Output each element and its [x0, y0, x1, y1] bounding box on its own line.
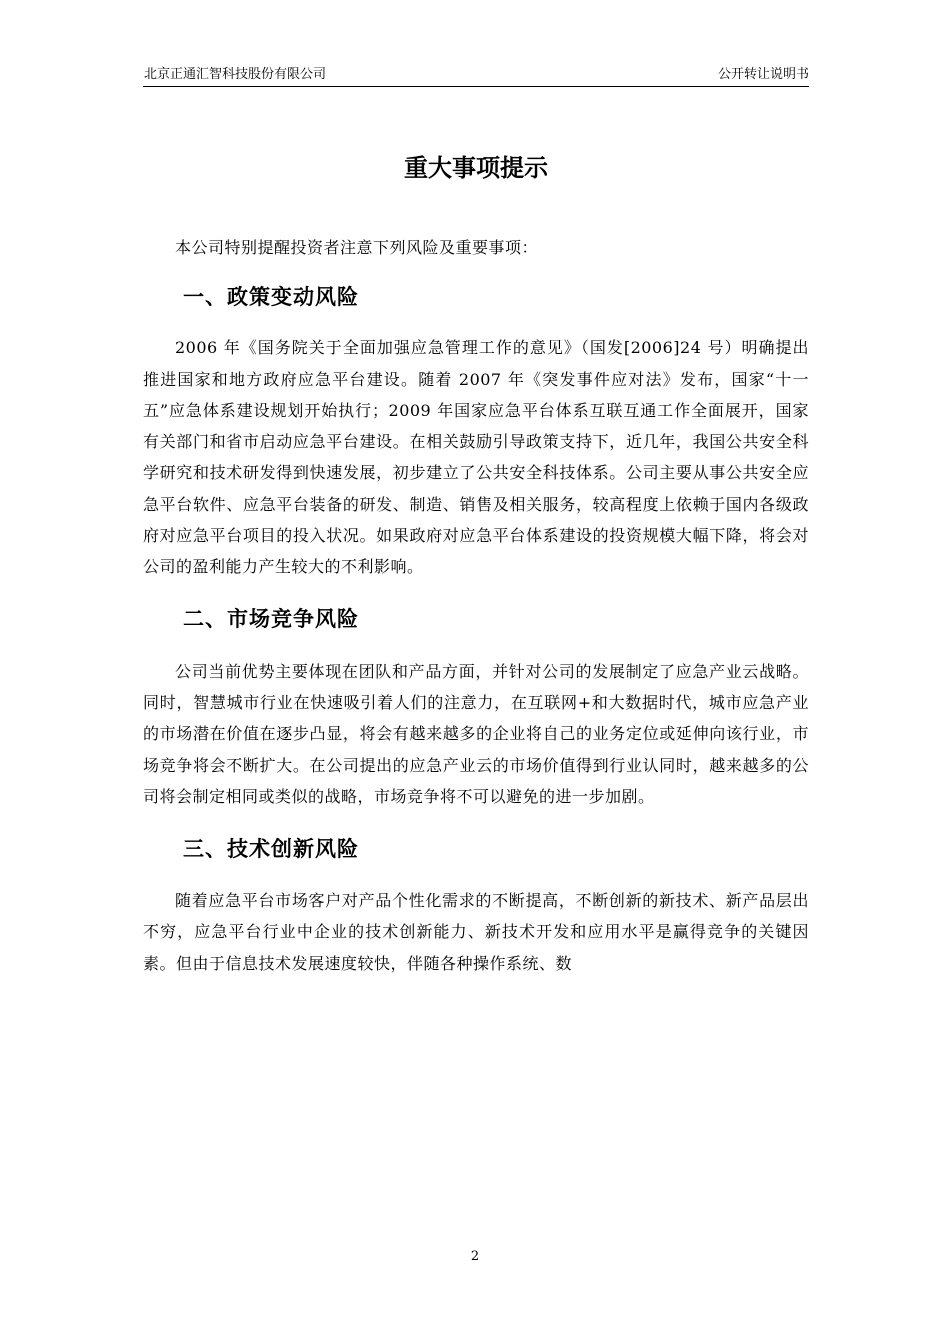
header-company-name: 北京正通汇智科技股份有限公司: [144, 67, 327, 82]
page-number: 2: [470, 1249, 480, 1264]
section-text-tech-risk: 随着应急平台市场客户对产品个性化需求的不断提高，不断创新的新技术、新产品层出不穷，应急平台行业中企业的技术创新能力、新技术开发和应用水平是赢得竞争的关键因素。但由于信息技术发展速度较快，伴随各种操作系统、数: [143, 891, 809, 973]
intro-paragraph: 本公司特别提醒投资者注意下列风险及重要事项：: [175, 238, 539, 257]
page-title: 重大事项提示: [404, 154, 548, 182]
section-text-market-risk: 公司当前优势主要体现在团队和产品方面，并针对公司的发展制定了应急产业云战略。同时，智慧城市行业在快速吸引着人们的注意力，在互联网+和大数据时代，城市应急产业的市场潜在价值在逐步凸显，将会有越来越多的企业将自己的业务定位或延伸向该行业，市场竞争将会不断扩大。在公司提出的应急产业云的市场价值得到行业认同时，越来越多的公司将会制定相同或类似的战略，市场竞争将不可以避免的进一步加剧。: [143, 661, 809, 806]
header-document-type: 公开转让说明书: [717, 67, 809, 82]
section-heading-policy-risk: 一、政策变动风险: [183, 285, 359, 310]
document-body: [143, 232, 809, 979]
page-header: [143, 64, 809, 87]
section-text-policy-risk: 2006 年《国务院关于全面加强应急管理工作的意见》（国发[2006]24 号）明确提出推进国家和地方政府应急平台建设。随着 2007 年《突发事件应对法》发布，国家“十一五”应急体系建设规划开始执行；2009 年国家应急平台体系互联互通工作全面展开，国家有关部门和省市启动应急平台建设。在相关鼓励引导政策支持下，近几年，我国公共安全科学研究和技术研发得到快速发展，初步建立了公共安全科技体系。公司主要从事公共安全应急平台软件、应急平台装备的研发、制造、销售及相关服务，较高程度上依赖于国内各级政府对应急平台项目的投入状况。如果政府对应急平台体系建设的投资规模大幅下降，将会对公司的盈利能力产生较大的不利影响。: [143, 338, 809, 577]
section-heading-market-risk: 二、市场竞争风险: [183, 606, 359, 631]
section-heading-tech-risk: 三、技术创新风险: [183, 837, 359, 862]
